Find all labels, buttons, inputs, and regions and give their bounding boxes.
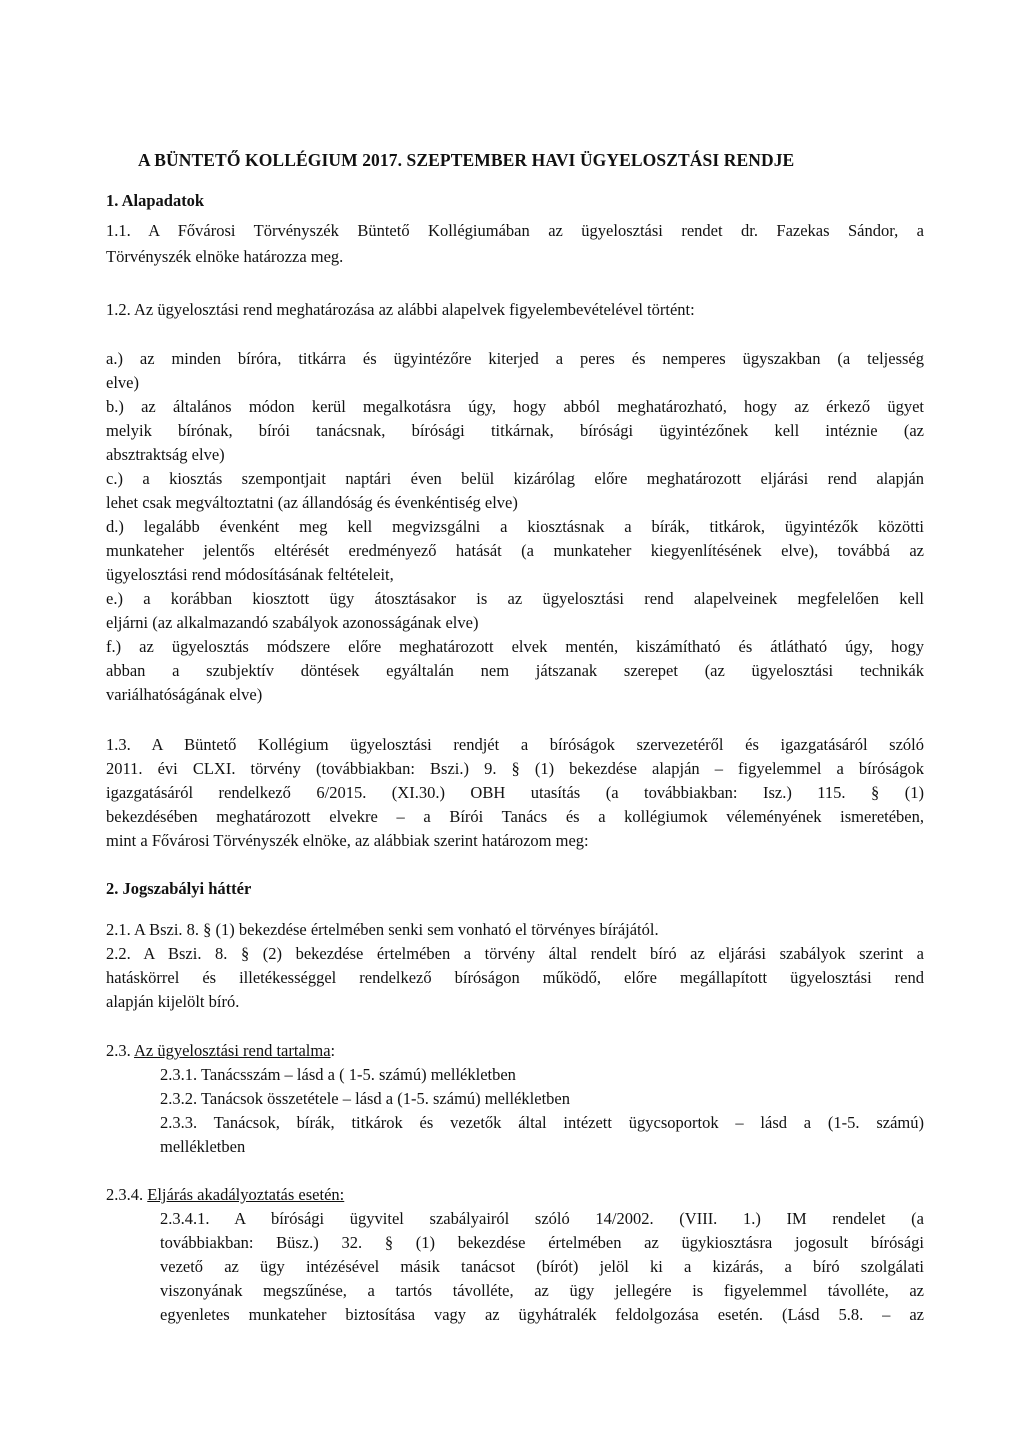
principle-d-line: munkateher jelentős eltérését eredményező hatását (a munkateher kiegyenlítésének elve), továbbá az (106, 541, 924, 560)
principle-f-line: variálhatóságának elve) (106, 685, 263, 704)
paragraph-2-3-4-number: 2.3.4. (106, 1185, 148, 1204)
paragraph-1-3-line: 1.3. A Büntető Kollégium ügyelosztási rendjét a bíróságok szervezetéről és igazgatásáról szóló (106, 735, 924, 754)
paragraph-2-1: 2.1. A Bszi. 8. § (1) bekezdése értelmében senki sem vonható el törvényes bírájától. (106, 920, 659, 939)
principle-c-line: lehet csak megváltoztatni (az állandóság és évenkéntiség elve) (106, 493, 518, 512)
paragraph-1-1-line: Törvényszék elnöke határozza meg. (106, 247, 344, 266)
paragraph-2-3-colon: : (330, 1041, 336, 1060)
paragraph-2-2-line: hatáskörrel és illetékességgel rendelkező bíróságon működő, előre megállapított ügyelosztási rend (106, 968, 924, 987)
principle-f-line: f.) az ügyelosztás módszere előre meghatározott elvek mentén, kiszámítható és átlátható úgy, hogy (106, 637, 924, 656)
paragraph-2-2-line: alapján kijelölt bíró. (106, 992, 240, 1011)
paragraph-2-3-2: 2.3.2. Tanácsok összetétele – lásd a (1-5. számú) mellékletben (160, 1089, 570, 1108)
principle-c-line: c.) a kiosztás szempontjait naptári éven belül kizárólag előre meghatározott eljárási rend alapján (106, 469, 924, 488)
paragraph-2-3-number: 2.3. (106, 1041, 134, 1060)
section-2-heading: 2. Jogszabályi háttér (106, 879, 252, 898)
paragraph-2-3-4 (106, 1185, 344, 1205)
paragraph-1-3-line: igazgatásáról rendelkező 6/2015. (XI.30.) OBH utasítás (a továbbiakban: Isz.) 115. § (1) (106, 783, 924, 802)
principle-d-line: ügyelosztási rend módosításának feltételeit, (106, 565, 394, 584)
paragraph-1-3-line: mint a Fővárosi Törvényszék elnöke, az alábbiak szerint határozom meg: (106, 831, 589, 850)
principle-a-line: elve) (106, 373, 139, 392)
principle-e-line: e.) a korábban kiosztott ügy átosztásakor is az ügyelosztási rend alapelveinek megfelelően kell (106, 589, 924, 608)
section-1-heading: 1. Alapadatok (106, 191, 205, 210)
page-title: A BÜNTETŐ KOLLÉGIUM 2017. SZEPTEMBER HAVI ÜGYELOSZTÁSI RENDJE (138, 150, 795, 170)
paragraph-2-3-4-1-line: vezető az ügy intézésével másik tanácsot (bírót) jelöl ki a kizárás, a bíró szolgálati (160, 1257, 924, 1276)
paragraph-2-3-1: 2.3.1. Tanácsszám – lásd a ( 1-5. számú) mellékletben (160, 1065, 516, 1084)
paragraph-1-1-line: 1.1. A Fővárosi Törvényszék Büntető Kollégiumában az ügyelosztási rendet dr. Fazekas Sándor, a (106, 221, 924, 240)
principle-d-line: d.) legalább évenként meg kell megvizsgálni a kiosztásnak a bírák, titkárok, ügyintézők közötti (106, 517, 924, 536)
paragraph-2-3-3-line: 2.3.3. Tanácsok, bírák, titkárok és vezetők által intézett ügycsoportok – lásd a (1-5. számú) (160, 1113, 924, 1132)
paragraph-2-3-4-1-line: viszonyának megszűnése, a tartós távolléte, az ügy jellegére is figyelemmel távolléte, az (160, 1281, 924, 1300)
paragraph-2-3-title: Az ügyelosztási rend tartalma (133, 1041, 331, 1060)
paragraph-2-3-4-1-line: 2.3.4.1. A bírósági ügyvitel szabályairól szóló 14/2002. (VIII. 1.) IM rendelet (a (160, 1209, 924, 1228)
paragraph-2-3 (106, 1041, 335, 1061)
paragraph-2-3-4-title: Eljárás akadályoztatás esetén: (147, 1185, 345, 1204)
paragraph-1-3-line: bekezdésében meghatározott elvekre – a Bírói Tanács és a kollégiumok véleményének ismeretében, (106, 807, 924, 826)
principle-f-line: abban a szubjektív döntések egyáltalán nem játszanak szerepet (az ügyelosztási technikák (106, 661, 924, 680)
paragraph-2-3-4-1-line: egyenletes munkateher biztosítása vagy az ügyhátralék feldolgozása esetén. (Lásd 5.8. – az (160, 1305, 924, 1324)
paragraph-2-3-4-1-line: továbbiakban: Büsz.) 32. § (1) bekezdése értelmében az ügykiosztásra jogosult bírósági (160, 1233, 924, 1252)
paragraph-2-3-3-line: mellékletben (160, 1137, 246, 1156)
principle-a-line: a.) az minden bíróra, titkárra és ügyintézőre kiterjed a peres és nemperes ügyszakban (a teljesség (106, 349, 924, 368)
principle-b-line: b.) az általános módon kerül megalkotásra úgy, hogy abból meghatározható, hogy az érkező ügyet (106, 397, 924, 416)
paragraph-2-2-line: 2.2. A Bszi. 8. § (2) bekezdése értelmében a törvény által rendelt bíró az eljárási szabályok szerint a (106, 944, 924, 963)
paragraph-1-2: 1.2. Az ügyelosztási rend meghatározása az alábbi alapelvek figyelembevételével történt: (106, 300, 695, 319)
principle-b-line: melyik bírónak, bírói tanácsnak, bírósági titkárnak, bírósági ügyintézőnek kell intéznie (az (106, 421, 924, 440)
principle-b-line: absztraktság elve) (106, 445, 225, 464)
principle-e-line: eljárni (az alkalmazandó szabályok azonosságának elve) (106, 613, 479, 632)
paragraph-1-3-line: 2011. évi CLXI. törvény (továbbiakban: Bszi.) 9. § (1) bekezdése alapján – figyelemmel a bíróságok (106, 759, 924, 778)
